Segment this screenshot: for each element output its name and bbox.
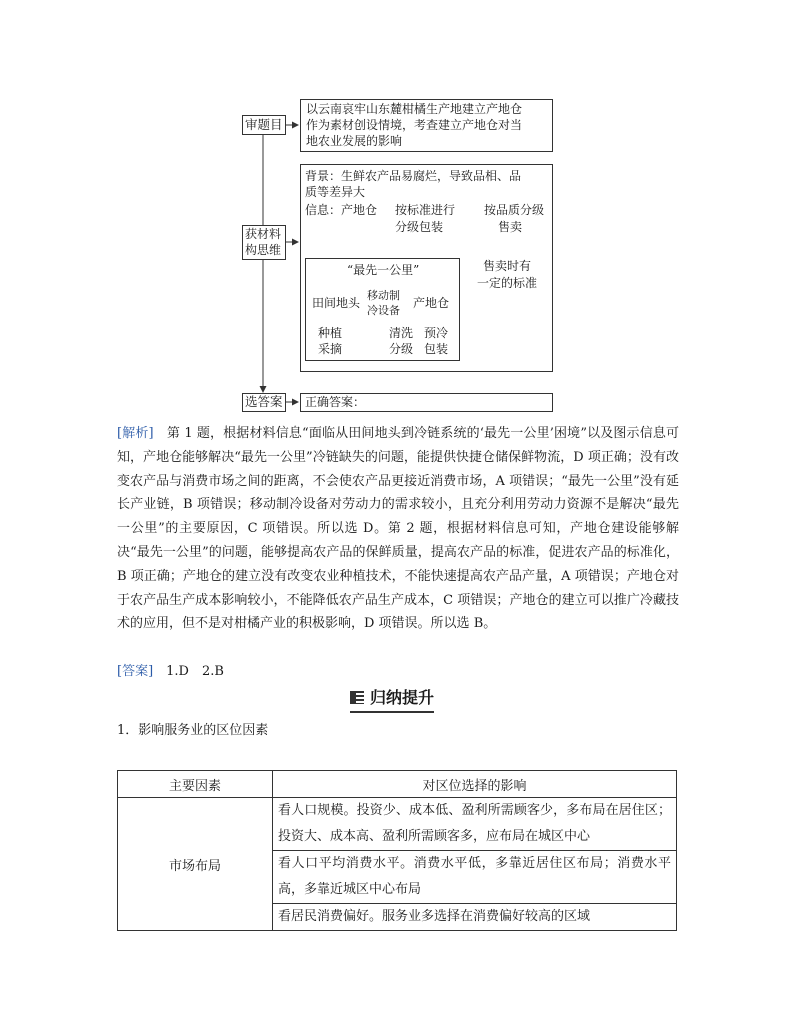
effect-cell: 看居民消费偏好。服务业多选择在消费偏好较高的区域: [273, 904, 677, 931]
effect-cell: 看人口平均消费水平。消费水平低，多靠近居住区布局；消费水平高，多靠近城区中心布局: [273, 851, 677, 904]
analysis-tag: [解析]: [117, 426, 154, 441]
info-prefix: 信息：产地仓: [305, 203, 378, 217]
info-sell: 售卖: [498, 220, 523, 234]
section-title: 1．影响服务业的区位因素: [117, 723, 269, 738]
table-header: 主要因素: [118, 771, 273, 798]
table-row: [118, 798, 677, 851]
plant-line: 采摘: [318, 342, 343, 356]
step-label-answer: 选答案: [245, 394, 283, 409]
info-standard: 按标准进行: [395, 203, 456, 217]
wash-line: 分级: [389, 342, 414, 356]
factors-table: [117, 770, 677, 931]
background-line: 质等差异大: [305, 185, 366, 199]
first-mile-title: “最先一公里”: [347, 263, 420, 277]
list-icon: [350, 691, 364, 704]
wash-line: 清洗: [389, 326, 414, 340]
summary-heading-text: 归纳提升: [370, 688, 435, 707]
effect-cell: 看人口规模。投资少、成本低、盈利所需顾客少，多布局在居住区；投资大、成本高、盈利所需顾客多，应布局在城区中心: [273, 798, 677, 851]
field-label: 田间地头: [312, 296, 361, 310]
warehouse-label: 产地仓: [413, 296, 450, 310]
step1-line: 地农业发展的影响: [306, 134, 403, 148]
step1-line: 以云南哀牢山东麓柑橘生产地建立产地仓: [306, 102, 523, 116]
answer-paragraph: [117, 660, 679, 684]
arrow-top-label: 移动制: [367, 289, 400, 302]
factor-cell: 市场布局: [118, 798, 273, 931]
result-line: 售卖时有: [483, 259, 532, 273]
answer-prompt: 正确答案：: [305, 395, 366, 409]
precool-line: 包装: [424, 342, 449, 356]
summary-heading: [350, 687, 434, 713]
step1-line: 作为素材创设情境，考查建立产地仓对当: [306, 118, 523, 132]
result-line: 一定的标准: [477, 276, 538, 290]
analysis-text: 第 1 题，根据材料信息“面临从田间地头到冷链系统的‘最先一公里’困境”以及图示信息可知，产地仓能够解决“最先一公里”冷链缺失的问题，能提供快捷仓储保鲜物流，D 项正确；没有改变农产品与消费市场之间的距离，不会使农产品更接近消费市场，A 项错误；“最先一公里”没有延长产业链，B 项错误；移动制冷设备对劳动力的需求较小，且充分利用劳动力资源不是解决“最先一公里”的主要原因，C 项错误。所以选 D。第 2 题，根据材料信息可知，产地仓建设能够解决“最先一公里”的问题，能够提高农产品的保鲜质量，提高农产品的标准，促进农产品的标准化，B 项正确；产地仓的建立没有改变农业种植技术，不能快速提高农产品产量，A 项错误；产地仓对于农产品生产成本影响较小，不能降低农产品生产成本，C 项错误；产地仓的建立可以推广冷藏技术的应用，但不是对柑橘产业的积极影响，D 项错误。所以选 B。: [117, 426, 679, 632]
info-pack: 分级包装: [395, 220, 444, 234]
precool-line: 预冷: [424, 326, 449, 340]
step-label-material: 构思维: [245, 243, 282, 257]
arrow-bottom-label: 冷设备: [367, 304, 400, 317]
table-header: 对区位选择的影响: [273, 771, 677, 798]
step-label-review: 审题目: [245, 117, 283, 132]
plant-line: 种植: [318, 326, 343, 340]
answer-tag: [答案]: [117, 664, 154, 679]
background-line: 背景：生鲜农产品易腐烂，导致品相、品: [305, 169, 522, 183]
info-grade: 按品质分级: [484, 203, 545, 217]
analysis-paragraph: [117, 422, 679, 636]
answer-text: 1.D 2.B: [153, 664, 224, 679]
table-header-row: [118, 771, 677, 798]
step-label-material: 获材料: [245, 227, 282, 241]
